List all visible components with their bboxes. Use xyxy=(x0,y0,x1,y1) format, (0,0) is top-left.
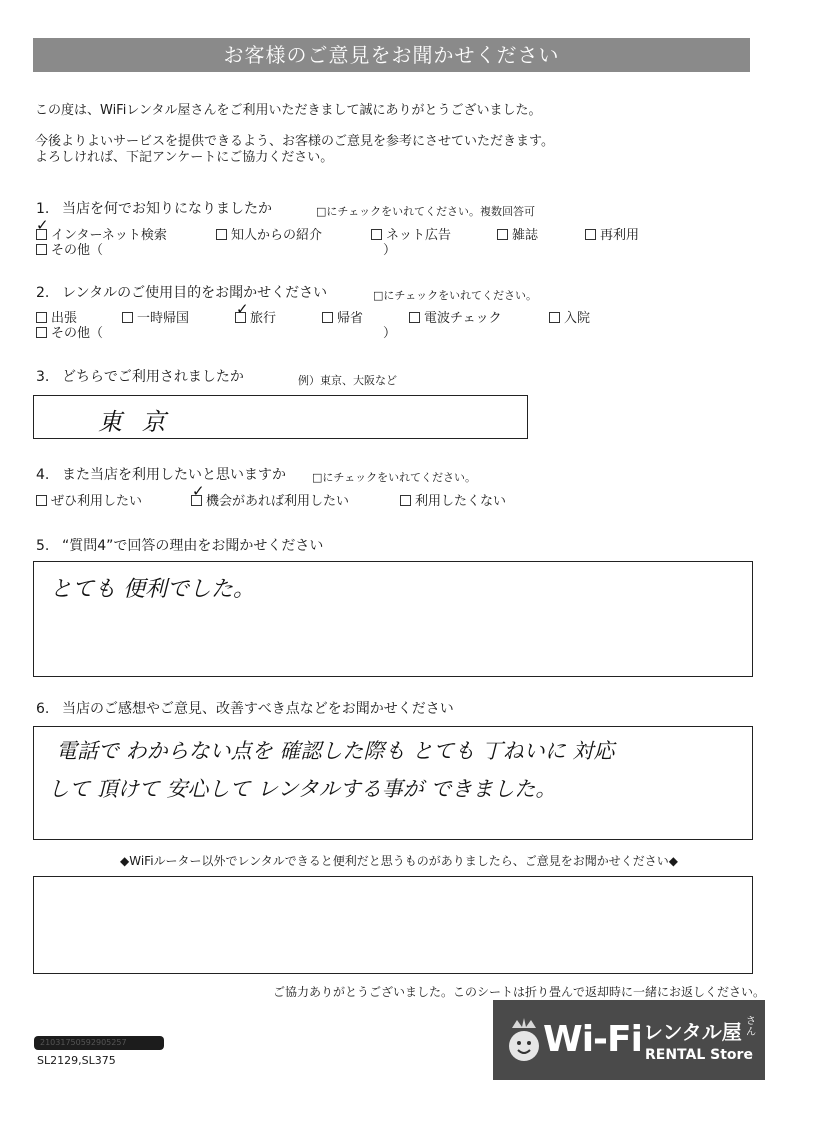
mascot-icon xyxy=(507,1018,541,1064)
checkbox[interactable] xyxy=(36,312,47,323)
handwritten-answer-line: して 頂けて 安心して レンタルする事が できました。 xyxy=(48,777,557,801)
brand-logo xyxy=(493,1000,765,1080)
checkbox[interactable] xyxy=(549,312,560,323)
question-4-note: □にチェックをいれてください。 xyxy=(312,471,477,484)
checkbox[interactable] xyxy=(409,312,420,323)
checkbox[interactable] xyxy=(322,312,333,323)
option-no[interactable]: 利用したくない xyxy=(400,494,506,510)
question-1-note: □にチェックをいれてください。複数回答可 xyxy=(316,205,536,218)
question-number: 6. xyxy=(36,701,50,717)
checkmark-icon: ✓ xyxy=(36,216,49,234)
checkbox[interactable] xyxy=(36,327,47,338)
question-label: 当店のご感想やご意見、改善すべき点などをお聞かせください xyxy=(62,701,454,717)
option-magazine[interactable]: 雑誌 xyxy=(497,228,538,244)
question-3 xyxy=(36,368,244,386)
option-internet-search[interactable]: インターネット検索 xyxy=(36,228,167,244)
checkmark-icon: ✓ xyxy=(192,482,205,500)
option-business-trip[interactable]: 出張 xyxy=(36,311,77,327)
logo-san: さん xyxy=(746,1016,756,1038)
logo-japanese: レンタル屋 xyxy=(643,1020,742,1044)
logo-english: RENTAL Store xyxy=(645,1047,753,1063)
option-net-ad[interactable]: ネット広告 xyxy=(371,228,451,244)
location-answer-box[interactable] xyxy=(33,395,528,439)
intro-purpose: 今後よりよいサービスを提供できるよう、お客様のご意見を参考にさせていただきます。 xyxy=(35,134,554,149)
option-signal-check[interactable]: 電波チェック xyxy=(409,311,502,327)
question-4 xyxy=(36,466,286,484)
question-number: 1. xyxy=(36,201,50,217)
option-reuse[interactable]: 再利用 xyxy=(585,228,639,244)
question-label: “質問4”で回答の理由をお聞かせください xyxy=(62,538,324,554)
option-travel[interactable]: 旅行 xyxy=(235,311,276,327)
handwritten-answer: 東 京 xyxy=(98,408,172,436)
feedback-answer-box[interactable] xyxy=(33,726,753,840)
logo-brand: Wi-Fi xyxy=(543,1019,642,1060)
redacted-barcode: 21031750592905257 xyxy=(34,1036,164,1050)
checkbox[interactable] xyxy=(497,229,508,240)
question-6 xyxy=(36,700,454,718)
question-3-note: 例）東京、大阪など xyxy=(298,374,397,387)
question-5 xyxy=(36,537,323,555)
serial-code: SL2129,SL375 xyxy=(37,1054,116,1067)
question-1 xyxy=(36,200,272,218)
option-hospital[interactable]: 入院 xyxy=(549,311,590,327)
thanks-note: ご協力ありがとうございました。このシートは折り畳んで返却時に一緒にお返しください。 xyxy=(273,985,766,999)
page-title: お客様のご意見をお聞かせください xyxy=(33,38,750,72)
checkbox[interactable] xyxy=(36,244,47,255)
option-homecoming[interactable]: 帰省 xyxy=(322,311,363,327)
option-other[interactable]: その他（ xyxy=(36,326,103,342)
question-2-note: □にチェックをいれてください。 xyxy=(373,289,538,302)
checkmark-icon: ✓ xyxy=(236,300,249,318)
checkbox[interactable] xyxy=(585,229,596,240)
checkbox[interactable] xyxy=(122,312,133,323)
checkbox[interactable] xyxy=(36,495,47,506)
handwritten-answer-line: 電話で わからない点を 確認した際も とても 丁ねいに 対応 xyxy=(56,739,615,763)
question-number: 3. xyxy=(36,369,50,385)
option-friend-referral[interactable]: 知人からの紹介 xyxy=(216,228,322,244)
other-close-paren: ） xyxy=(383,326,397,341)
question-label: また当店を利用したいと思いますか xyxy=(62,467,286,483)
intro-request: よろしければ、下記アンケートにご協力ください。 xyxy=(35,150,334,165)
question-2 xyxy=(36,284,327,302)
rental-suggestion-prompt: ◆WiFiルーター以外でレンタルできると便利だと思うものがありましたら、ご意見をお聞かせください◆ xyxy=(120,854,678,868)
option-if-chance[interactable]: 機会があれば利用したい xyxy=(191,494,349,510)
handwritten-answer: とても 便利でした。 xyxy=(50,577,255,602)
option-definitely[interactable]: ぜひ利用したい xyxy=(36,494,142,510)
other-close-paren: ） xyxy=(383,243,397,258)
question-label: 当店を何でお知りになりましたか xyxy=(62,201,272,217)
question-number: 2. xyxy=(36,285,50,301)
option-other[interactable]: その他（ xyxy=(36,243,103,259)
checkbox[interactable] xyxy=(216,229,227,240)
option-temporary-return[interactable]: 一時帰国 xyxy=(122,311,189,327)
suggestion-answer-box[interactable] xyxy=(33,876,753,974)
question-label: レンタルのご使用目的をお聞かせください xyxy=(62,285,328,301)
checkbox[interactable] xyxy=(371,229,382,240)
intro-thanks: この度は、WiFiレンタル屋さんをご利用いただきまして誠にありがとうございました。 xyxy=(35,103,542,118)
question-label: どちらでご利用されましたか xyxy=(62,369,244,385)
reason-answer-box[interactable] xyxy=(33,561,753,677)
question-number: 4. xyxy=(36,467,50,483)
question-number: 5. xyxy=(36,538,50,554)
checkbox[interactable] xyxy=(400,495,411,506)
